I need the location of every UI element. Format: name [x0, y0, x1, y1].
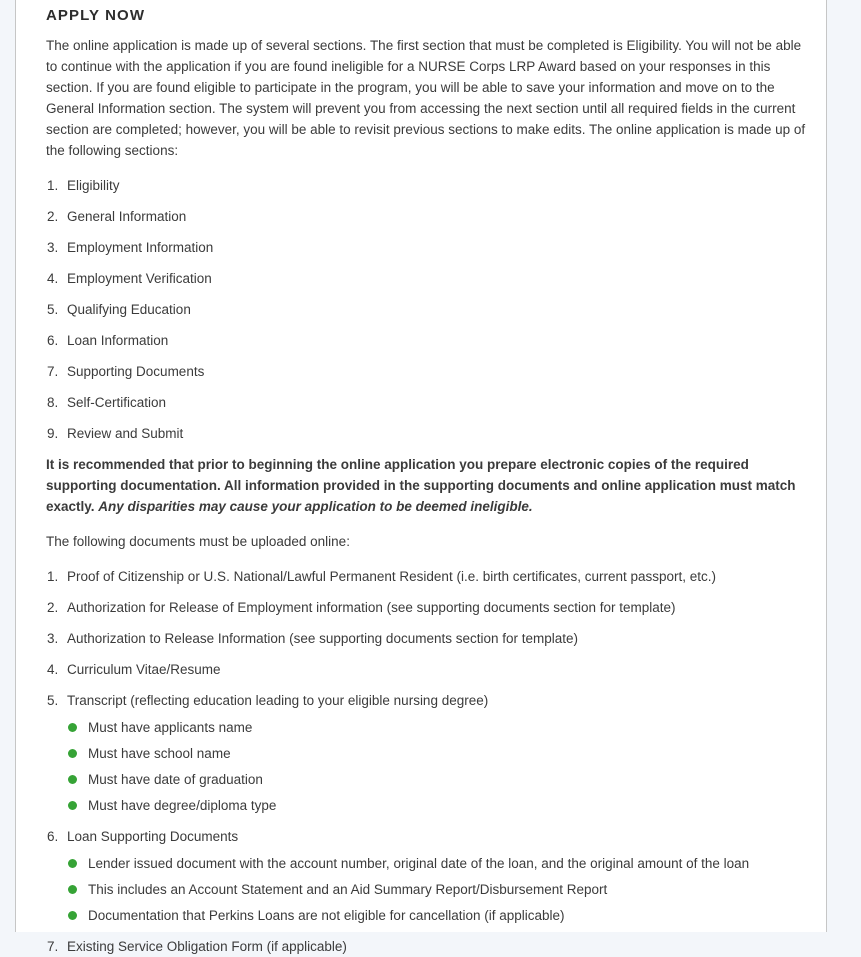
sub-list-item: Must have school name: [67, 743, 810, 764]
list-item: Supporting Documents: [67, 364, 205, 379]
sub-list-item: Must have date of graduation: [67, 769, 810, 790]
recommendation-italic-text: Any disparities may cause your application to be deemed ineligible.: [98, 499, 533, 514]
list-item-text: Loan Supporting Documents: [67, 829, 239, 844]
sub-list-item: This includes an Account Statement and an Aid Summary Report/Disbursement Report: [67, 879, 810, 900]
list-item: [46, 826, 810, 926]
list-item: General Information: [67, 209, 187, 224]
recommendation-paragraph: [46, 454, 810, 517]
list-item: Curriculum Vitae/Resume: [67, 662, 221, 677]
sub-list-item: Lender issued document with the account number, original date of the loan, and the original amount of the loan: [67, 853, 810, 874]
list-item: Self-Certification: [67, 395, 167, 410]
list-item: [46, 690, 810, 816]
list-item: Review and Submit: [67, 426, 184, 441]
intro-paragraph: The online application is made up of several sections. The first section that must be completed is Eligibility. You will not be able to continue with the application if you are found ineligible for a NURSE Corps LRP Award based on your responses in this section. If you are found eligible to participate in the program, you will be able to save your information and move on to the General Information section. The system will prevent you from accessing the next section until all required fields in the current section are completed; however, you will be able to revisit previous sections to make edits. The online application is made up of the following sections:: [46, 38, 806, 158]
sub-list-item: Must have degree/diploma type: [67, 795, 810, 816]
list-item: Loan Information: [67, 333, 169, 348]
list-item-text: Transcript (reflecting education leading to your eligible nursing degree): [67, 693, 489, 708]
list-item: Authorization for Release of Employment information (see supporting documents section for template): [67, 600, 676, 615]
list-item: Employment Verification: [67, 271, 212, 286]
loan-documents-requirements-list: [67, 853, 810, 926]
list-item: Authorization to Release Information (see supporting documents section for template): [67, 631, 579, 646]
list-item: Existing Service Obligation Form (if applicable): [67, 939, 347, 954]
sub-list-item: Documentation that Perkins Loans are not eligible for cancellation (if applicable): [67, 905, 810, 926]
content-panel: [15, 0, 827, 954]
required-documents-list: [46, 566, 810, 957]
list-item: Proof of Citizenship or U.S. National/Lawful Permanent Resident (i.e. birth certificates, current passport, etc.): [67, 569, 717, 584]
sub-list-item: Must have applicants name: [67, 717, 810, 738]
transcript-requirements-list: [67, 717, 810, 816]
application-sections-list: [46, 175, 810, 444]
list-item: Qualifying Education: [67, 302, 191, 317]
list-item: Employment Information: [67, 240, 214, 255]
documents-intro: The following documents must be uploaded online:: [46, 534, 350, 549]
page-title: APPLY NOW: [46, 7, 146, 24]
recommendation-bold-text: It is recommended that prior to beginning the online application you prepare electronic copies of the required supporting documentation. All information provided in the supporting documents and online application must match exactly.: [46, 457, 796, 514]
list-item: Eligibility: [67, 178, 120, 193]
